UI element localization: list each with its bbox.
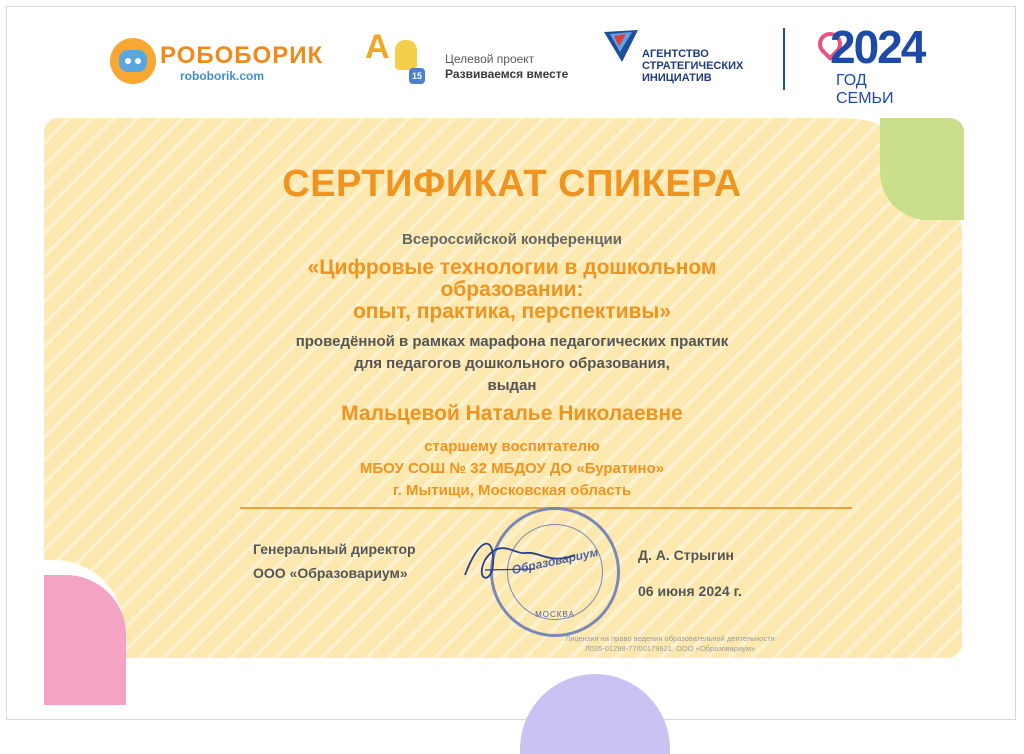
license-note — [520, 634, 820, 654]
signer-role — [253, 537, 416, 585]
topic-line3: опыт, практика, перспективы» — [352, 300, 672, 323]
year-of-family-logo — [818, 21, 928, 107]
topic-line2: образовании: — [440, 278, 584, 301]
roboborik-logo — [110, 36, 324, 88]
asi-line1: АГЕНТСТВО — [642, 48, 709, 60]
recipient-position: старшему воспитателю — [424, 438, 600, 455]
recipient-location: г. Мытищи, Московская область — [392, 482, 632, 499]
stamp-city: МОСКВА — [535, 610, 575, 619]
asi-text — [642, 48, 743, 84]
recipient-name: Мальцевой Наталье Николаевне — [341, 402, 683, 425]
year-number: 2024 — [830, 21, 925, 73]
certificate-date: 06 июня 2024 г. — [638, 583, 742, 599]
signer-info — [638, 537, 742, 609]
recipient-organization: МБОУ СОШ № 32 МБДОУ ДО «Буратино» — [359, 460, 665, 477]
logo-divider — [783, 28, 785, 90]
signer-role-line2: ООО «Образовариум» — [253, 565, 408, 581]
asi-logo — [600, 28, 770, 90]
issued-label: выдан — [487, 377, 537, 394]
robot-icon — [110, 38, 156, 84]
certificate-title: СЕРТИФИКАТ СПИКЕРА — [282, 163, 742, 205]
project-line2: Развиваемся вместе — [445, 67, 569, 81]
asi-line3: ИНИЦИАТИВ — [642, 72, 712, 84]
signer-role-line1: Генеральный директор — [253, 541, 416, 557]
conference-label: Всероссийской конференции — [401, 231, 622, 248]
license-line1: Лицензия на право ведения образовательной деятельности — [565, 634, 775, 643]
license-line2: Л035-01298-77/00179621. ООО «Образовариум» — [584, 644, 756, 653]
topic-line1: «Цифровые технологии в дошкольном — [307, 256, 717, 279]
asi-line2: СТРАТЕГИЧЕСКИХ — [642, 60, 744, 72]
handwritten-signature — [455, 525, 595, 595]
project-line1: Целевой проект — [445, 52, 535, 66]
conference-topic — [0, 257, 1024, 323]
description-line2: для педагогов дошкольного образования, — [354, 355, 670, 372]
roboborik-site: roboborik.com — [180, 69, 265, 83]
description-line1: проведённой в рамках марафона педагогических практик — [295, 333, 729, 350]
asi-mark-icon — [602, 28, 642, 64]
signer-name: Д. А. Стрыгин — [638, 547, 735, 563]
project-mark-icon: A 15 — [365, 30, 435, 88]
project-logo — [365, 30, 575, 88]
roboborik-name: РОБОБОРИК — [160, 42, 324, 69]
stamp-word: Образовариум — [510, 545, 600, 578]
year-caption: ГОД СЕМЬИ — [836, 72, 894, 107]
